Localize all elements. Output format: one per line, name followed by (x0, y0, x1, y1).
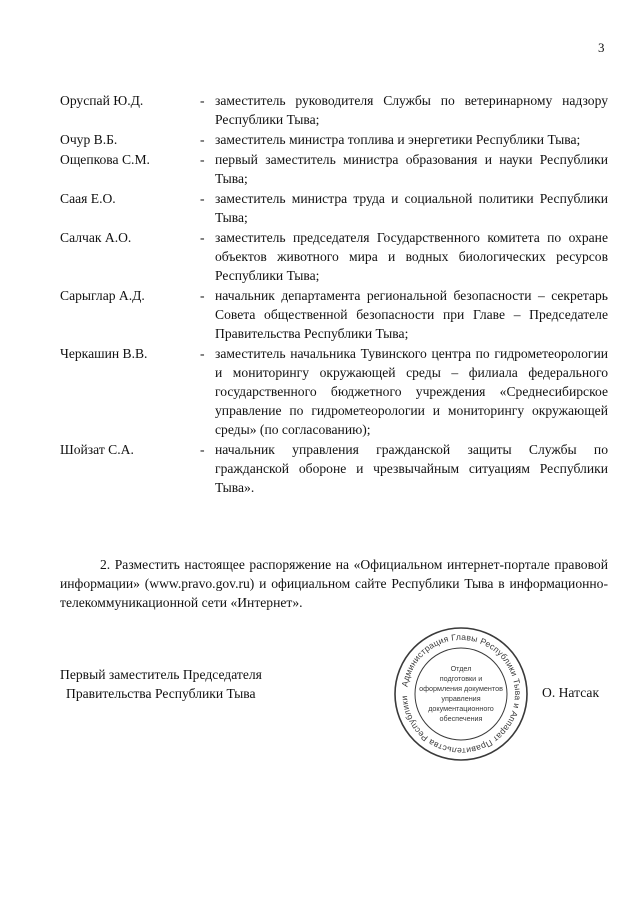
seal-center-line: управления (441, 694, 481, 703)
dash: - (200, 152, 205, 167)
seal-center-line: Отдел (450, 664, 472, 673)
person-position: первый заместитель министра образования и науки Республики Тыва; (215, 152, 608, 186)
dash: - (200, 230, 205, 245)
person-position: заместитель председателя Государственного комитета по охране объектов животного мира и водных биологических ресурсов Республики Тыва; (215, 230, 608, 283)
dash: - (200, 93, 205, 108)
seal-ring-text: Администрация Главы Республики Тыва и Аппарат Правительства Республики (398, 631, 524, 757)
list-item (60, 440, 608, 497)
person-name: Шойзат С.А. (60, 442, 134, 457)
dash: - (200, 346, 205, 361)
list-item (60, 286, 608, 343)
list-item (60, 130, 608, 149)
person-name: Черкашин В.В. (60, 346, 148, 361)
person-position: заместитель руководителя Службы по ветеринарному надзору Республики Тыва; (215, 93, 608, 127)
seal-center-line: обеспечения (439, 714, 483, 723)
list-item (60, 189, 608, 227)
roster-list (60, 91, 608, 498)
person-name: Оруспай Ю.Д. (60, 93, 144, 108)
seal-center-line: оформления документов (419, 684, 503, 693)
official-seal-stamp (392, 625, 530, 763)
paragraph-2: 2. Разместить настоящее распоряжение на «Официальном интернет-портале правовой информации» (www.pravo.gov.ru) и официальном сайте Республики Тыва в информационно-телекоммуникационной сети «Интернет». (60, 557, 608, 610)
person-position: начальник управления гражданской защиты Службы по гражданской обороне и чрезвычайным ситуациям Республики Тыва». (215, 442, 608, 495)
signer-name: О. Натсак (542, 685, 600, 700)
person-name: Сарыглар А.Д. (60, 288, 145, 303)
dash: - (200, 191, 205, 206)
dash: - (200, 132, 205, 147)
list-item (60, 91, 608, 129)
person-position: заместитель начальника Тувинского центра по гидрометеорологии и мониторингу окружающей среды – филиала федерального государственного бюджетного учреждения «Среднесибирское управление по гидрометеорологии и мониторингу окружающей среды» (по согласованию); (215, 346, 608, 437)
person-position: начальник департамента региональной безопасности – секретарь Совета общественной безопасности при Главе – Председателе Правительства Республики Тыва; (215, 288, 608, 341)
seal-center-line: документационного (428, 704, 494, 713)
seal-center-line: подготовки и (439, 674, 483, 683)
person-position: заместитель министра труда и социальной политики Республики Тыва; (215, 191, 608, 225)
signatory-title-line: Первый заместитель Председателя (60, 667, 262, 682)
person-position: заместитель министра топлива и энергетики Республики Тыва; (215, 132, 581, 147)
person-name: Очур В.Б. (60, 132, 118, 147)
dash: - (200, 288, 205, 303)
signatory-title-line: Правительства Республики Тыва (66, 686, 256, 701)
page-number: 3 (598, 40, 605, 55)
list-item (60, 344, 608, 439)
person-name: Саая Е.О. (60, 191, 116, 206)
person-name: Ощепкова С.М. (60, 152, 150, 167)
dash: - (200, 442, 205, 457)
list-item (60, 150, 608, 188)
signatory-title (60, 665, 320, 703)
person-name: Салчак А.О. (60, 230, 132, 245)
list-item (60, 228, 608, 285)
